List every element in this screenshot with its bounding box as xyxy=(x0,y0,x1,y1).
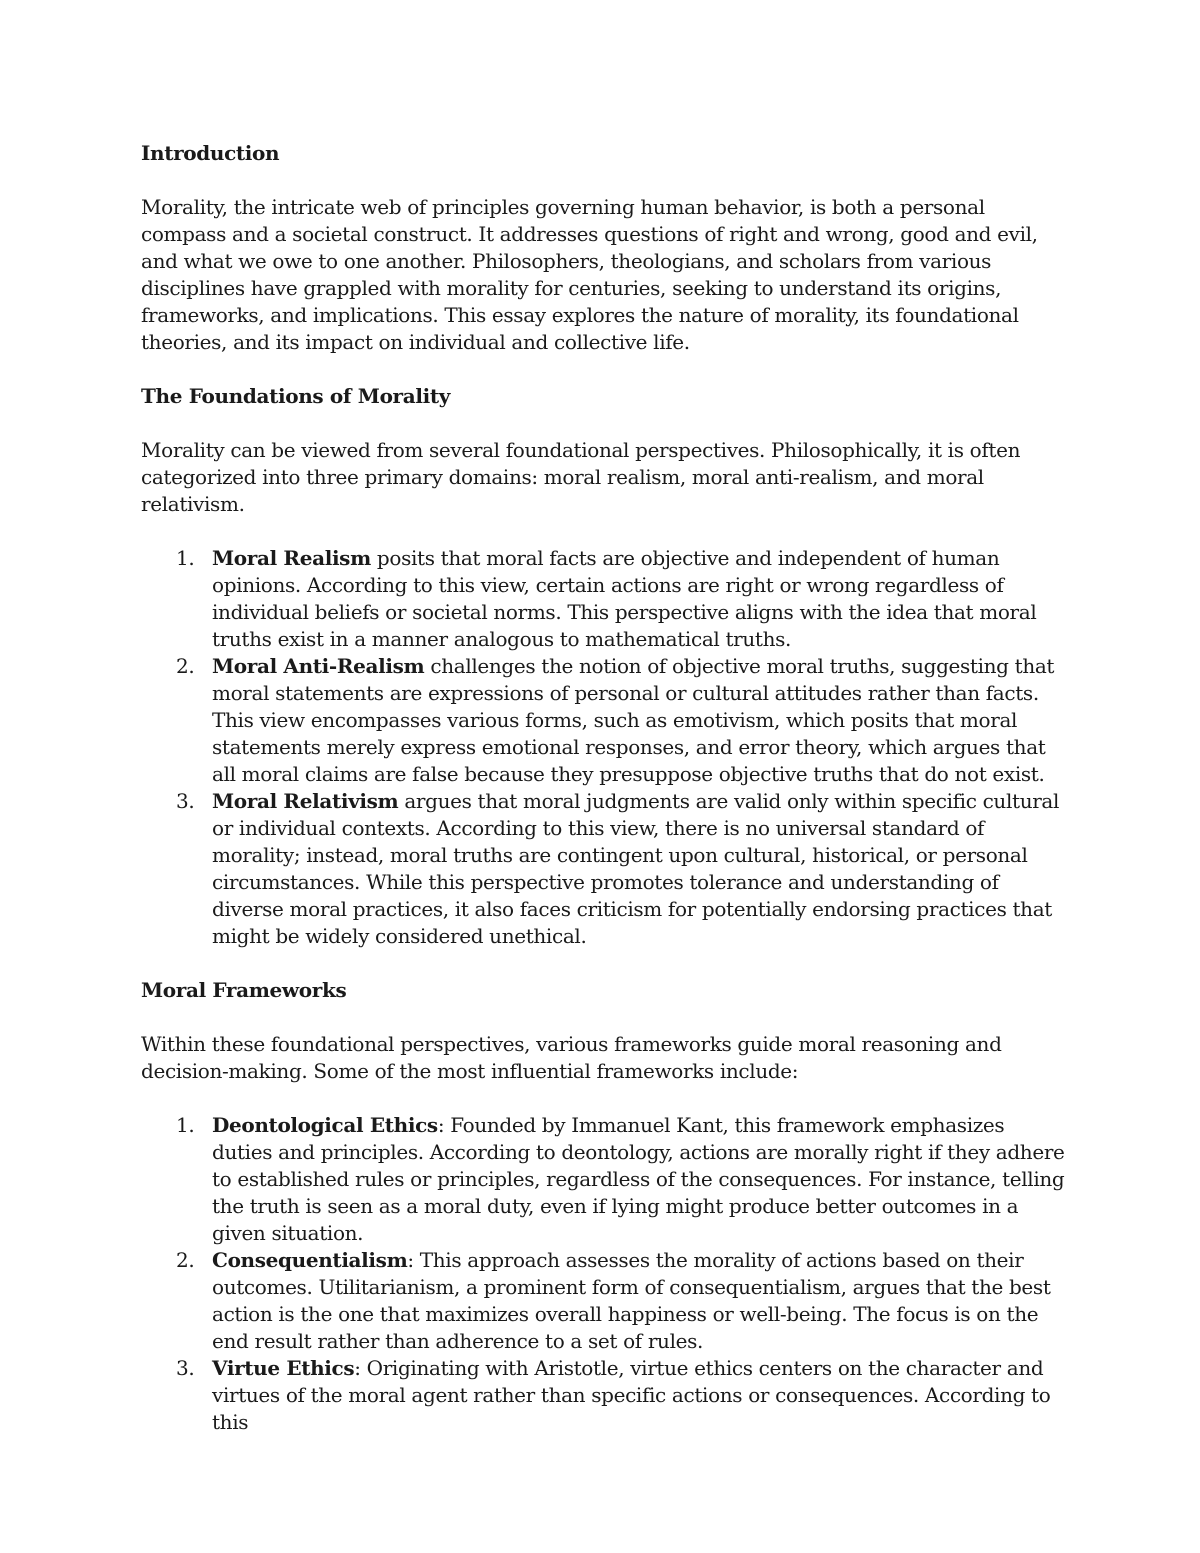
section-paragraph: Morality can be viewed from several foundational perspectives. Philosophically, it is often categorized into three primary domains: moral realism, moral anti-realism, and moral relativism. xyxy=(141,438,1021,516)
section-introduction xyxy=(141,140,1066,356)
list-item xyxy=(141,1112,1066,1247)
section-heading: The Foundations of Morality xyxy=(141,384,451,408)
list-text: : Founded by Immanuel Kant, this framework emphasizes duties and principles. According to deontology, actions are morally right if they adhere to established rules or principles, regardless of the consequences. For instance, telling the truth is seen as a moral duty, even if lying might produce better outcomes in a given situation. xyxy=(212,1113,1065,1245)
list-number: 1. xyxy=(176,546,195,570)
document-page xyxy=(141,140,1066,1436)
list-term: Moral Anti-Realism xyxy=(212,654,425,678)
list-term: Deontological Ethics xyxy=(212,1113,438,1137)
list-term: Moral Relativism xyxy=(212,789,399,813)
list-item xyxy=(141,545,1066,653)
numbered-list xyxy=(141,545,1066,950)
list-term: Consequentialism xyxy=(212,1248,408,1272)
numbered-list xyxy=(141,1112,1066,1436)
list-number: 3. xyxy=(176,1356,195,1380)
section-paragraph: Within these foundational perspectives, various frameworks guide moral reasoning and decision-making. Some of the most influential frameworks include: xyxy=(141,1032,1002,1083)
list-number: 2. xyxy=(176,654,195,678)
list-text: argues that moral judgments are valid only within specific cultural or individual contexts. According to this view, there is no universal standard of morality; instead, moral truths are contingent upon cultural, historical, or personal circumstances. While this perspective promotes tolerance and understanding of diverse moral practices, it also faces criticism for potentially endorsing practices that might be widely considered unethical. xyxy=(212,789,1060,948)
list-term: Virtue Ethics xyxy=(212,1356,355,1380)
list-item xyxy=(141,1247,1066,1355)
list-number: 1. xyxy=(176,1113,195,1137)
section-foundations xyxy=(141,383,1066,950)
list-number: 2. xyxy=(176,1248,195,1272)
list-term: Moral Realism xyxy=(212,546,371,570)
section-frameworks xyxy=(141,977,1066,1436)
list-text: : This approach assesses the morality of actions based on their outcomes. Utilitarianism, a prominent form of consequentialism, argues that the best action is the one that maximizes overall happiness or well-being. The focus is on the end result rather than adherence to a set of rules. xyxy=(212,1248,1051,1353)
list-item xyxy=(141,788,1066,950)
list-item xyxy=(141,653,1066,788)
list-text: challenges the notion of objective moral truths, suggesting that moral statements are expressions of personal or cultural attitudes rather than facts. This view encompasses various forms, such as emotivism, which posits that moral statements merely express emotional responses, and error theory, which argues that all moral claims are false because they presuppose objective truths that do not exist. xyxy=(212,654,1055,786)
section-heading: Moral Frameworks xyxy=(141,978,347,1002)
list-text: posits that moral facts are objective and independent of human opinions. According to this view, certain actions are right or wrong regardless of individual beliefs or societal norms. This perspective aligns with the idea that moral truths exist in a manner analogous to mathematical truths. xyxy=(212,546,1037,651)
list-item xyxy=(141,1355,1066,1436)
list-text: : Originating with Aristotle, virtue ethics centers on the character and virtues of the moral agent rather than specific actions or consequences. According to this xyxy=(212,1356,1051,1434)
section-paragraph: Morality, the intricate web of principles governing human behavior, is both a personal compass and a societal construct. It addresses questions of right and wrong, good and evil, and what we owe to one another. Philosophers, theologians, and scholars from various disciplines have grappled with morality for centuries, seeking to understand its origins, frameworks, and implications. This essay explores the nature of morality, its foundational theories, and its impact on individual and collective life. xyxy=(141,195,1038,354)
list-number: 3. xyxy=(176,789,195,813)
section-heading: Introduction xyxy=(141,141,280,165)
